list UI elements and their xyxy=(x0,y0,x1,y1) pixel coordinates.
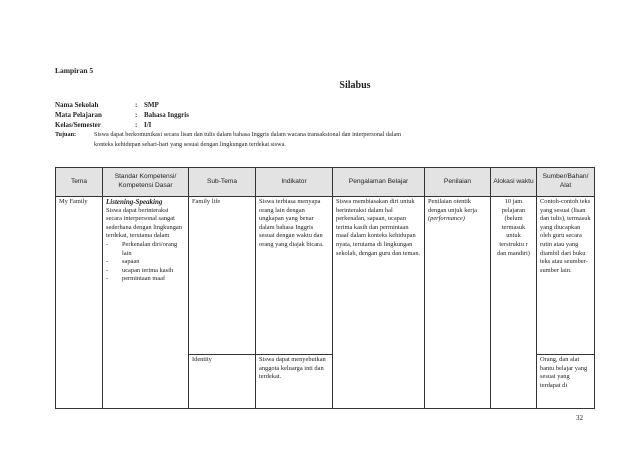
colon: : xyxy=(135,111,138,119)
meta-row-school xyxy=(55,100,189,110)
syllabus-table xyxy=(55,167,595,409)
page-title xyxy=(0,80,638,91)
document-meta xyxy=(55,100,189,130)
cell-subtema: Family life xyxy=(189,197,256,355)
skkd-title: Listening-Speaking xyxy=(106,198,163,206)
page-number: 32 xyxy=(576,414,583,422)
school-label: Nama Sekolah xyxy=(55,101,99,109)
skkd-item-3: ucapan terima kasih xyxy=(122,266,174,274)
cell-subtema-2: Identity xyxy=(189,355,256,409)
cell-pengalaman: Siswa membiasakan diri untuk berinteraksi dalam hal perkenalan, sapaan, ucapan terima kasih dan permintaan maaf dalam konteks kehidupan nyata, terutama di lingkungan sekolah, dengan guru dan teman. xyxy=(333,197,425,409)
class-value: I/I xyxy=(144,121,152,129)
objective-text xyxy=(94,130,574,150)
skkd-item xyxy=(106,267,185,276)
skkd-item-2: sapaan xyxy=(122,258,140,266)
cell-sumber-2: Orang, dan alat bantu belajar yang sesuai yang terdapat di xyxy=(537,355,595,409)
subject-value: Bahasa Inggris xyxy=(144,111,189,119)
cell-indikator: Siswa terbiasa menyapa orang lain dengan ungkapan yang benar dalam bahasa Inggris sesuai dengan waktu dan orang yang diajak bicara. xyxy=(256,197,333,355)
class-label: Kelas/Semester xyxy=(55,121,101,129)
skkd-item xyxy=(106,258,185,267)
objective-line-1: Siswa dapat berkomunikasi secara lisan dan tulis dalam bahasa Inggris dalam wacana transaksional dan interpersonal dalam xyxy=(94,131,402,138)
header-subtema: Sub-Tema xyxy=(189,168,256,197)
dash: - xyxy=(106,275,109,283)
skkd-item-1: Perkenalan diri/orang lain xyxy=(122,240,178,257)
skkd-body: Siswa dapat berinteraksi secara interpersonal sangat sederhana dengan lingkungan terdekat, terutama dalam xyxy=(106,206,182,240)
colon: : xyxy=(135,121,138,129)
table-row xyxy=(56,197,595,355)
cell-penilaian xyxy=(425,197,491,409)
cell-sumber: Contoh-contoh teks yang sesuai (lisan dan tulis), termasuk yang diucapkan oleh guru secara rutin atau yang diambil dari buku teks atau seumber-sumber lain. xyxy=(537,197,595,355)
dash: - xyxy=(106,258,109,266)
colon: : xyxy=(135,101,138,109)
cell-tema: My Family xyxy=(56,197,103,409)
cell-indikator-2: Siswa dapat menyebutkan anggota keluarga inti dan terdekat. xyxy=(256,355,333,409)
header-alokasi: Alokasi waktu xyxy=(491,168,537,197)
cell-alokasi: 10 jam pelajaran (belum termasuk untuk terstruktu r dan mandiri) xyxy=(491,197,537,409)
dash: - xyxy=(106,266,109,274)
penilaian-text: Penilaian otentik dengan unjuk kerja xyxy=(428,198,477,214)
header-sumber: Sumber/Bahan/ Alat xyxy=(537,168,595,197)
objective-line-2: konteks kehidupan sehari-hari yang sesuai dengan lingkungan terdekat siswa. xyxy=(94,141,286,148)
dash: - xyxy=(106,240,109,248)
appendix-label: Lampiran 5 xyxy=(55,66,94,75)
page-title-text: Silabus xyxy=(339,80,371,91)
skkd-item xyxy=(106,275,185,284)
penilaian-italic: (performance) xyxy=(428,215,465,223)
objective-label: Tujuan: xyxy=(55,131,77,138)
school-value: SMP xyxy=(144,101,159,109)
header-indikator: Indikator xyxy=(256,168,333,197)
skkd-item xyxy=(106,241,185,258)
header-tema: Tema xyxy=(56,168,103,197)
header-penilaian: Penilaian xyxy=(425,168,491,197)
subject-label: Mata Pelajaran xyxy=(55,111,102,119)
table-header-row xyxy=(56,168,595,197)
meta-row-subject xyxy=(55,110,189,120)
skkd-item-4: permintaan maaf xyxy=(122,275,166,283)
header-skkd: Standar Kompetensi/ Kompetensi Dasar xyxy=(103,168,189,197)
cell-skkd xyxy=(103,197,189,409)
meta-row-class xyxy=(55,120,189,130)
header-pengalaman: Pengalaman Belajar xyxy=(333,168,425,197)
